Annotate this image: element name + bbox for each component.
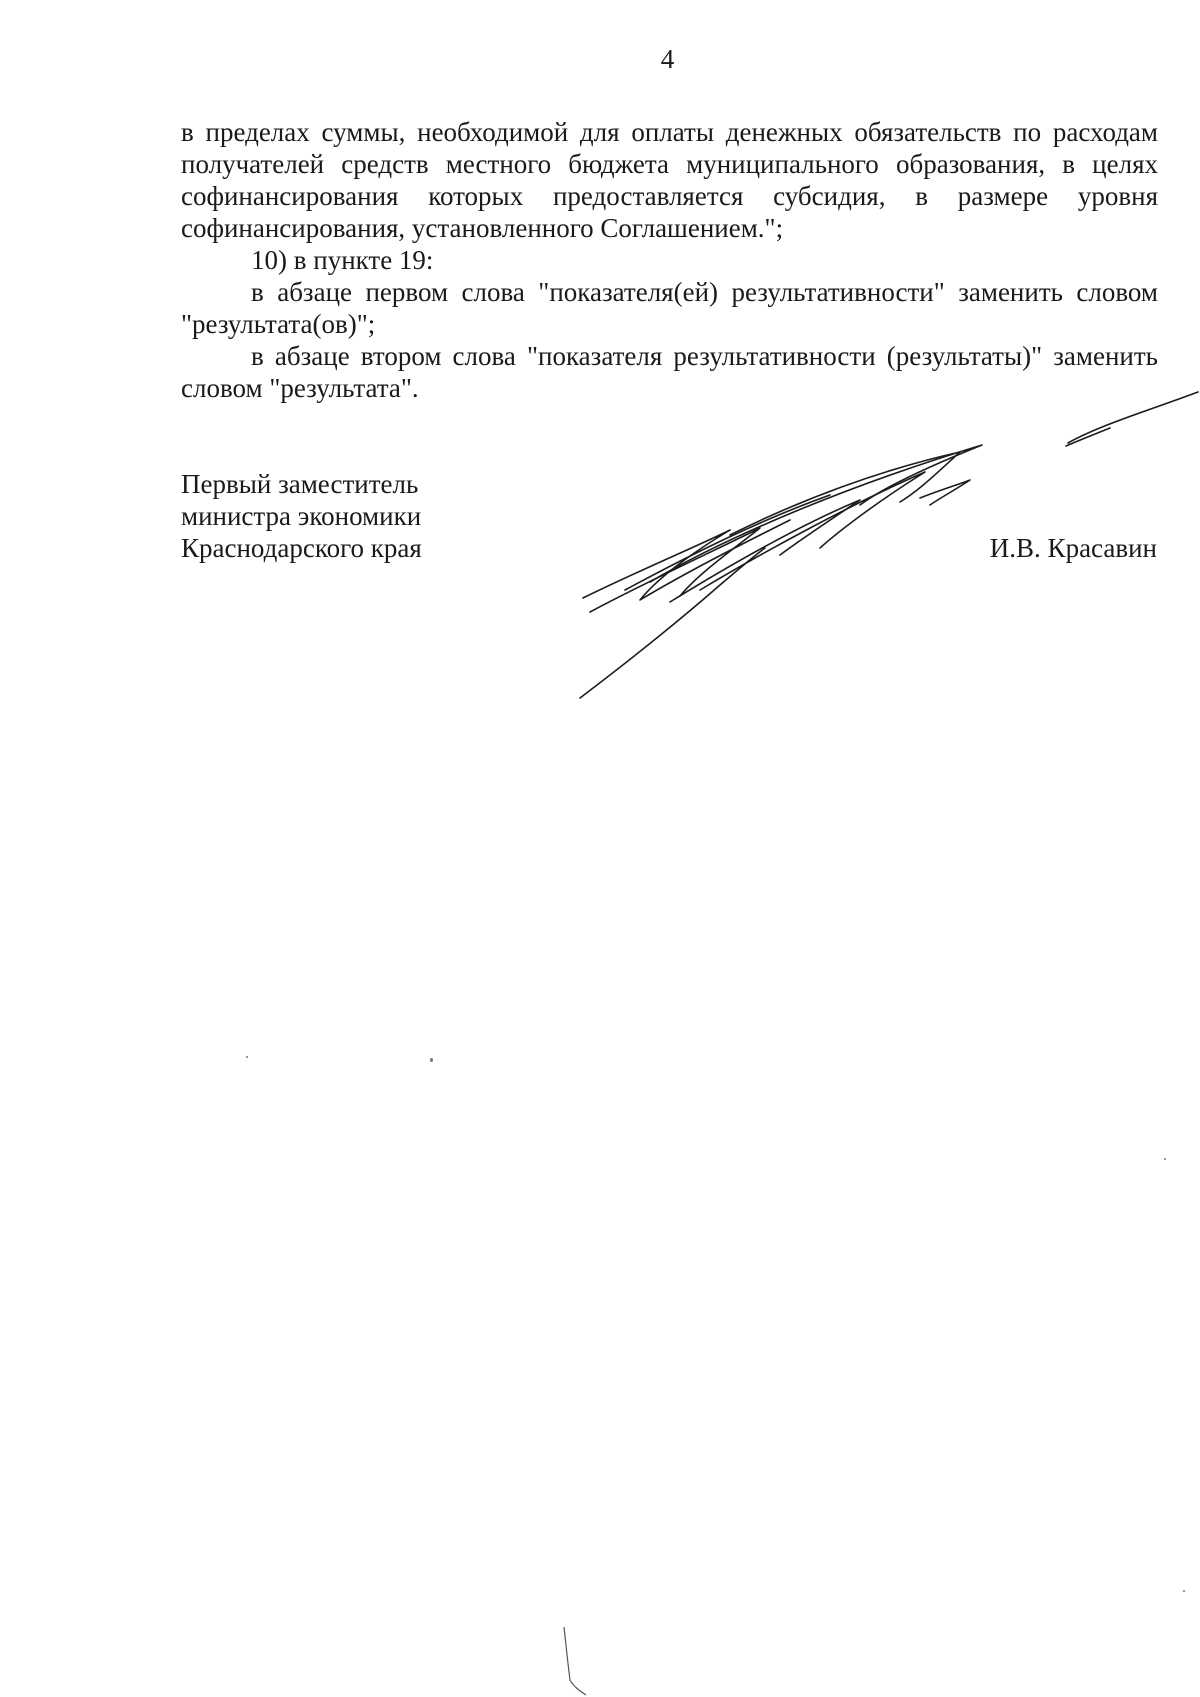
scan-speck bbox=[1164, 1158, 1166, 1160]
signatory-position-line: министра экономики bbox=[181, 501, 422, 531]
signatory-name: И.В. Красавин bbox=[989, 533, 1157, 563]
scan-speck bbox=[246, 1056, 248, 1058]
signatory-position-line: Краснодарского края bbox=[181, 533, 422, 563]
paragraph-second-abzac: в абзаце втором слова "показателя результативности (результаты)" заменить словом "результата". bbox=[181, 341, 1158, 403]
page-number: 4 bbox=[660, 44, 675, 74]
scan-speck bbox=[1183, 1590, 1185, 1592]
scan-speck bbox=[430, 1058, 433, 1062]
paragraph-item-10: 10) в пункте 19: bbox=[251, 245, 434, 275]
document-body bbox=[181, 116, 1158, 404]
signatory-position bbox=[181, 468, 422, 564]
paragraph-continuation: в пределах суммы, необходимой для оплаты денежных обязательств по расходам получателей средств местного бюджета муниципального образования, в целях софинансирования которых предоставляется субсидия, в размере уровня софинансирования, установленного Соглашением."; bbox=[181, 117, 1158, 243]
paragraph-first-abzac: в абзаце первом слова "показателя(ей) результативности" заменить словом "результата(ов)"; bbox=[181, 277, 1158, 339]
scan-mark-icon bbox=[560, 1625, 590, 1697]
signatory-position-line: Первый заместитель bbox=[181, 469, 419, 499]
